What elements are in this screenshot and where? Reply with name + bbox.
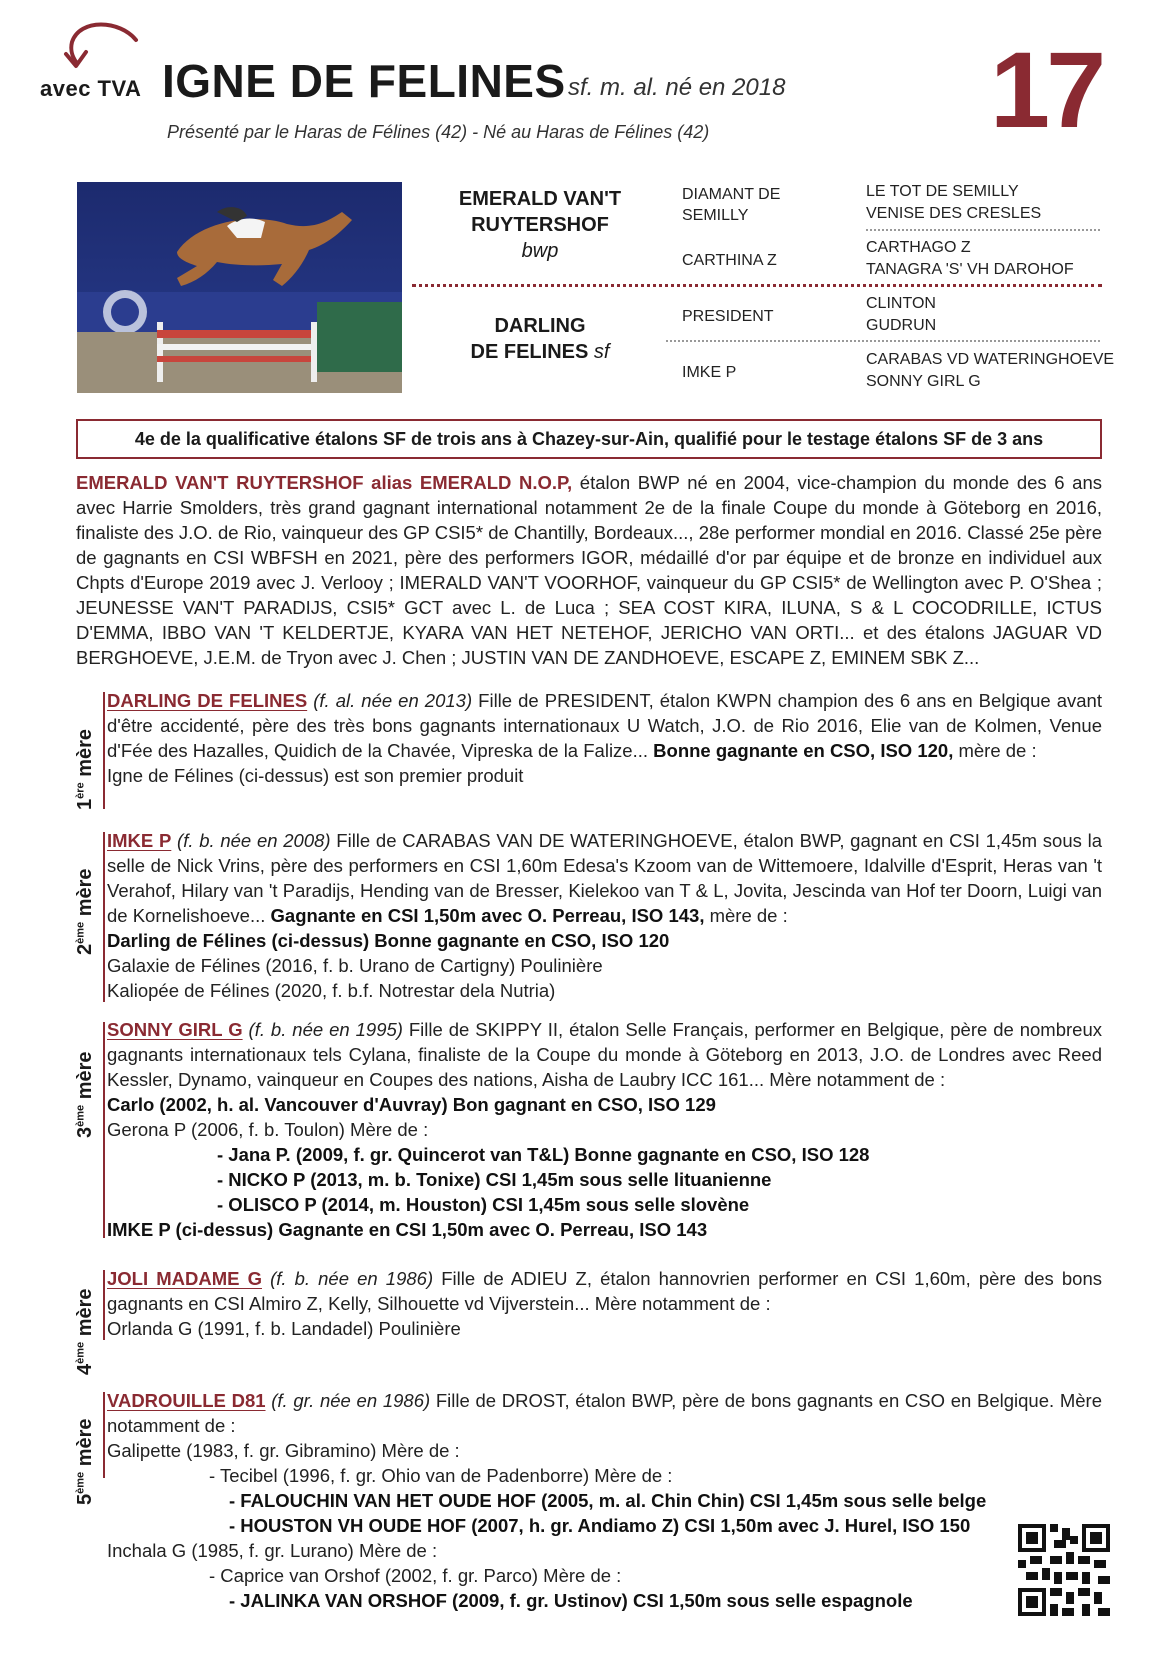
mother-1-text: DARLING DE FELINES (f. al. née en 2013) Fille de PRESIDENT, étalon KWPN champion des 6 ans en Belgique avant d'être accidenté, père des très bons gagnants internationaux U Watch, J.O. de Rio 2016, Elie van de Kolmen, Venue d'Fée des Hazalles, Quidich de la Chavée, Vipreska de la Falize... Bonne gagnante en CSO, ISO 120, mère de : Igne de Félines (ci-dessus) est son premier produit [107,690,1102,786]
qualification-banner: 4e de la qualificative étalons SF de trois ans à Chazey-sur-Ain, qualifié pour le testage étalons SF de 3 ans [76,419,1102,459]
horse-details: sf. m. al. né en 2018 [568,74,786,101]
curved-arrow-icon [60,18,140,78]
divider [666,340,1100,342]
list-item: - Caprice van Orshof (2002, f. gr. Parco) Mère de : [209,1565,622,1586]
section-bar [103,1022,105,1238]
mother-2-text: IMKE P (f. b. née en 2008) Fille de CARABAS VAN DE WATERINGHOEVE, étalon BWP, gagnant en CSI 1,45m sous la selle de Nick Vrins, père des performers en CSI 1,60m Edesa's Kzoom van de Wittemoere, Idalville d'Esprit, Heras van 't Verahof, Hilary van 't Paradijs, Hending van de Bresser, Kielekoo van T & L, Jovita, Jescinda van Hof ter Doorn, Luigi van de Kornelishoeve... Gagnante en CSI 1,50m avec O. Perreau, ISO 143, mère de : Darling de Félines (ci-dessus) Bonne gagnante en CSO, ISO 120 Galaxie de Félines (2016, f. b. Urano de Cartigny) Poulinière Kaliopée de Félines (2020, f. b.f. Notrestar dela Nutria) [107,830,1102,1001]
presented-by: Présenté par le Haras de Félines (42) - Né au Haras de Félines (42) [167,122,710,142]
mother-5-text: VADROUILLE D81 (f. gr. née en 1986) Fille de DROST, étalon BWP, père de bons gagnants en CSO en Belgique. Mère notamment de : Galipette (1983, f. gr. Gibramino) Mère de : - Tecibel (1996, f. gr. Ohio van de Padenborre) Mère de : - FALOUCHIN VAN HET OUDE HOF (2005, m. al. Chin Chin) CSI 1,45m sous selle belge - HOUSTON VH OUDE HOF (2007, h. gr. Andiamo Z) CSI 1,50m avec J. Hurel, ISO 150 Inchala G (1985, f. gr. Lurano) Mère de : - Caprice van Orshof (2002, f. gr. Parco) Mère de : - JALINKA VAN ORSHOF (2009, f. gr. Ustinov) CSI 1,50m sous selle espagnole [107,1390,1102,1611]
list-item: Orlanda G (1991, f. b. Landadel) Poulinière [107,1318,461,1339]
mother-3-text: SONNY GIRL G (f. b. née en 1995) Fille de SKIPPY II, étalon Selle Français, performer en Belgique, père de nombreux gagnants internationaux tels Cylana, finaliste de la Coupe du monde à Göteborg en 2013, J.O. de Londres avec Reed Kessler, Dynamo, vainqueur en Coupes des nations, Aisha de Laubry ICC 161... Mère notamment de : Carlo (2002, h. al. Vancouver d'Auvray) Bon gagnant en CSO, ISO 129 Gerona P (2006, f. b. Toulon) Mère de : - Jana P. (2009, f. gr. Quincerot van T&L) Bonne gagnante en CSO, ISO 128 - NICKO P (2013, m. b. Tonixe) CSI 1,45m sous selle lituanienne - OLISCO P (2014, m. Houston) CSI 1,45m sous selle slovène IMKE P (ci-dessus) Gagnante en CSI 1,50m avec O. Perreau, ISO 143 [107,1019,1102,1240]
dam-name: DARLING DE FELINES sf [470,315,610,363]
mother-5-label: 5ème mère [74,1418,96,1505]
list-item: IMKE P (ci-dessus) Gagnante en CSI 1,50m avec O. Perreau, ISO 143 [107,1219,708,1240]
section-bar [103,1270,105,1340]
list-item: - Jana P. (2009, f. gr. Quincerot van T&L) Bonne gagnante en CSO, ISO 128 [217,1144,870,1165]
list-item: - HOUSTON VH OUDE HOF (2007, h. gr. Andiamo Z) CSI 1,50m avec J. Hurel, ISO 150 [229,1515,971,1536]
list-item: Carlo (2002, h. al. Vancouver d'Auvray) Bon gagnant en CSO, ISO 129 [107,1094,716,1115]
list-item: - NICKO P (2013, m. b. Tonixe) CSI 1,45m sous selle lituanienne [217,1169,772,1190]
mother-1-label: 1ère mère [74,728,96,810]
horse-photo [77,182,402,393]
list-item: Kaliopée de Félines (2020, f. b.f. Notrestar dela Nutria) [107,980,556,1001]
list-item: - FALOUCHIN VAN HET OUDE HOF (2005, m. al. Chin Chin) CSI 1,45m sous selle belge [229,1490,987,1511]
sire-dam: CARTHINA Z [682,252,777,269]
divider [866,229,1100,231]
grand-parents-3: CLINTON GUDRUN [866,295,937,334]
list-item: Galipette (1983, f. gr. Gibramino) Mère de : [107,1440,460,1461]
section-bar [103,832,105,1002]
vat-label: avec TVA [40,76,142,101]
list-item: Inchala G (1985, f. gr. Lurano) Mère de : [107,1540,438,1561]
list-item: - OLISCO P (2014, m. Houston) CSI 1,45m sous selle slovène [217,1194,750,1215]
sire-sire: DIAMANT DE SEMILLY [682,186,781,224]
grand-parents-4: CARABAS VD WATERINGHOEVE SONNY GIRL G [866,351,1115,390]
dam-dam: IMKE P [682,364,737,381]
list-item: Gerona P (2006, f. b. Toulon) Mère de : [107,1119,429,1140]
mother-4-text: JOLI MADAME G (f. b. née en 1986) Fille de ADIEU Z, étalon hannovrien performer en CSI 1,60m, père des bons gagnants en CSI Almiro Z, Kelly, Silhouette vd Vijverstein... Mère notamment de : Orlanda G (1991, f. b. Landadel) Poulinière [107,1268,1103,1339]
mother-2-label: 2ème mère [74,868,96,955]
list-item: - Tecibel (1996, f. gr. Ohio van de Padenborre) Mère de : [209,1465,673,1486]
list-item: Galaxie de Félines (2016, f. b. Urano de Cartigny) Poulinière [107,955,603,976]
horse-name: IGNE DE FELINES [162,55,566,107]
mother-4-label: 4ème mère [74,1288,96,1375]
dam-sire: PRESIDENT [682,308,774,325]
sire-name: EMERALD VAN'T RUYTERSHOF bwp [458,188,622,262]
section-bar [103,1392,105,1478]
mother-3-label: 3ème mère [74,1051,96,1138]
sire-description: EMERALD VAN'T RUYTERSHOF alias EMERALD N.O.P, étalon BWP né en 2004, vice-champion du monde des 6 ans avec Harrie Smolders, très grand gagnant international notamment 2e de la finale Coupe du monde à Göteborg en 2016, finaliste des J.O. de Rio, vainqueur des GP CSI5* de Chantilly, Bordeaux..., 28e performer mondial en 2016. Classé 25e père de gagnants en CSI WBFSH en 2021, père des performers IGOR, médaillé d'or par équipe et de bronze en individuel aux Chpts d'Europe 2019 avec J. Verlooy ; IMERALD VAN'T VOORHOF, vainqueur du GP CSI5* de Wellington avec P. O'Shea ; JEUNESSE VAN'T PARADIJS, CSI5* GCT avec L. de Luca ; SEA COST KIRA, ILUNA, S & L COCODRILLE, ICTUS D'EMMA, IBBO VAN 'T KELDERTJE, KYARA VAN HET NETEHOF, JERICHO VAN ORTI... et des étalons JAGUAR VD BERGHOEVE, J.E.M. de Tryon avec J. Chen ; JUSTIN VAN DE ZANDHOEVE, ESCAPE Z, EMINEM SBK Z... [76,472,1103,668]
list-item: Darling de Félines (ci-dessus) Bonne gagnante en CSO, ISO 120 [107,930,670,951]
list-item: - JALINKA VAN ORSHOF (2009, f. gr. Ustinov) CSI 1,50m sous selle espagnole [229,1590,913,1611]
qr-code-icon[interactable] [1018,1524,1110,1616]
divider [412,284,1102,287]
list-item: Igne de Félines (ci-dessus) est son premier produit [107,765,524,786]
section-bar [103,692,105,809]
lot-number: 17 [990,29,1103,150]
grand-parents-2: CARTHAGO Z TANAGRA 'S' VH DAROHOF [866,239,1074,278]
grand-parents-1: LE TOT DE SEMILLY VENISE DES CRESLES [866,183,1042,222]
